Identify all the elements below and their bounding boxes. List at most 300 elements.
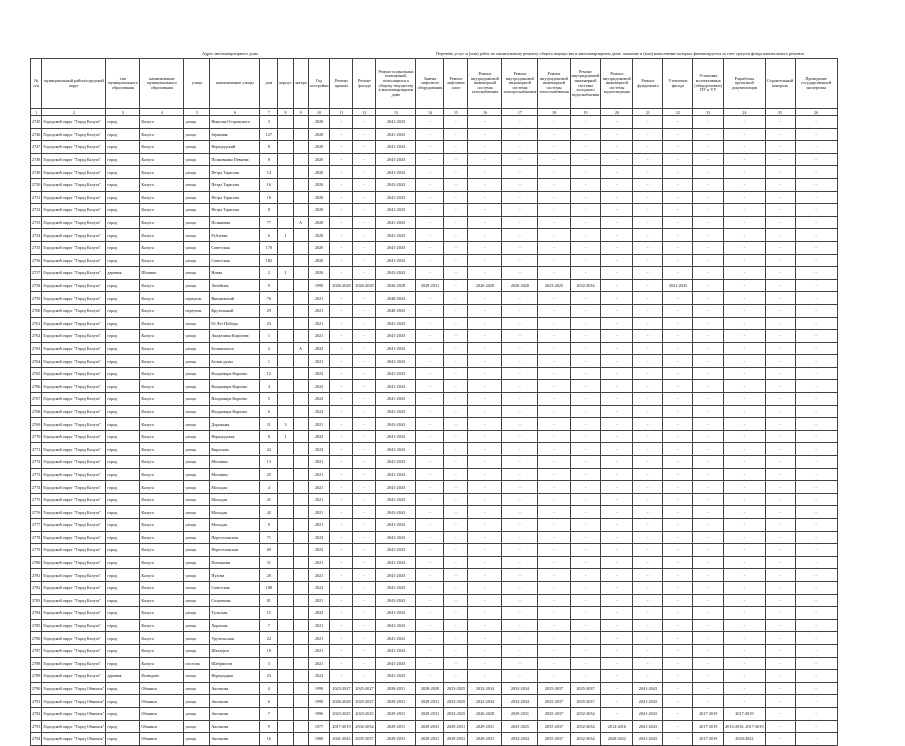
cell-c22: - [663, 594, 693, 607]
cell-c13: 2041-2043 [376, 581, 416, 594]
cell-litera [293, 166, 308, 179]
cell-korpus [278, 607, 293, 620]
cell-settlement-type: город [106, 204, 140, 217]
cell-korpus [278, 443, 293, 456]
cell-c17: - [502, 304, 538, 317]
cell-c18: - [538, 632, 570, 645]
cell-c18: 2035-2037 [538, 733, 570, 746]
cell-facade: - [353, 229, 376, 242]
cell-c17: - [502, 657, 538, 670]
cell-c14: - [416, 342, 444, 355]
cell-c26: - [795, 355, 837, 368]
cell-c16: - [468, 569, 502, 582]
cell-c22: - [663, 632, 693, 645]
cell-c23: - [693, 682, 724, 695]
cell-c26: - [795, 229, 837, 242]
cell-settlement-type: город [106, 254, 140, 267]
cell-roof: - [330, 393, 353, 406]
cell-c23: - [693, 267, 724, 280]
cell-c14: 2029-2031 [416, 695, 444, 708]
cell-c18: - [538, 128, 570, 141]
cell-c21: - [633, 153, 663, 166]
cell-c22: - [663, 178, 693, 191]
cell-street-type: улица [184, 216, 210, 229]
header-c13: Ремонт подвальных помещений, относящихся к общему имуществу в многоквартирном доме [376, 59, 416, 109]
cell-settlement-type: город [106, 128, 140, 141]
cell-settlement-name: Калуга [140, 481, 184, 494]
cell-c24: - [724, 141, 765, 154]
cell-c26: - [795, 267, 837, 280]
cell-facade: 2025-2027 [353, 695, 376, 708]
header-year: Год постройки [308, 59, 330, 109]
cell-c16: - [468, 619, 502, 632]
cell-house: 76 [260, 292, 278, 305]
cell-c18: - [538, 644, 570, 657]
cell-c26: - [795, 556, 837, 569]
cell-c16: - [468, 330, 502, 343]
cell-c21: - [633, 279, 663, 292]
cell-c17: - [502, 241, 538, 254]
table-row [31, 720, 838, 733]
cell-c19: - [570, 657, 601, 670]
cell-c17: - [502, 292, 538, 305]
cell-municipality: Городской округ "Город Калуга" [42, 116, 106, 129]
cell-house: 23 [260, 670, 278, 683]
cell-c21: - [633, 607, 663, 620]
cell-c21: - [633, 405, 663, 418]
table-row [31, 317, 838, 330]
cell-c14: - [416, 581, 444, 594]
header-c24: Разработка проектной документации [724, 59, 765, 109]
cell-settlement-type: город [106, 292, 140, 305]
header-street-name: наименование улицы [210, 59, 260, 109]
cell-municipality: Городской округ "Город Калуга" [42, 204, 106, 217]
cell-c17: - [502, 405, 538, 418]
cell-c15: - [444, 128, 468, 141]
cell-no: 2785 [31, 619, 42, 632]
cell-c23: - [693, 619, 724, 632]
cell-street-type: улица [184, 317, 210, 330]
cell-facade: - [353, 519, 376, 532]
cell-municipality: Городской округ "Город Калуга" [42, 670, 106, 683]
cell-no: 2754 [31, 229, 42, 242]
cell-c14: - [416, 330, 444, 343]
cell-house: 1 [260, 355, 278, 368]
cell-c14: - [416, 556, 444, 569]
cell-street-type: улица [184, 720, 210, 733]
cell-settlement-type: город [106, 191, 140, 204]
cell-settlement-name: Калуга [140, 355, 184, 368]
cell-no: 2774 [31, 481, 42, 494]
cell-street-type: переулок [184, 304, 210, 317]
cell-settlement-name: Калуга [140, 166, 184, 179]
cell-c23: - [693, 116, 724, 129]
cell-municipality: Городской округ "Город Калуга" [42, 267, 106, 280]
cell-roof: - [330, 254, 353, 267]
table-row [31, 707, 838, 720]
cell-c21: - [633, 644, 663, 657]
cell-house: 42 [260, 506, 278, 519]
cell-c13: 2041-2043 [376, 418, 416, 431]
cell-no: 2751 [31, 191, 42, 204]
table-row [31, 229, 838, 242]
cell-c25: - [765, 141, 795, 154]
cell-c18: 2023-2025 [538, 279, 570, 292]
cell-c18: - [538, 355, 570, 368]
cell-year: 2021 [308, 657, 330, 670]
cell-street-name: Неркундная [210, 670, 260, 683]
cell-no: 2757 [31, 267, 42, 280]
cell-house: 22 [260, 443, 278, 456]
cell-c22: - [663, 241, 693, 254]
cell-c14: - [416, 506, 444, 519]
cell-house: 6 [260, 695, 278, 708]
cell-settlement-name: Калуга [140, 556, 184, 569]
cell-municipality: Городской округ "Город Калуга" [42, 141, 106, 154]
cell-settlement-name: Калуга [140, 632, 184, 645]
header-c20: Ремонт внутридомовой инженерной системы водоотведения [601, 59, 633, 109]
cell-c21: - [633, 443, 663, 456]
cell-street-name: Хорошая [210, 619, 260, 632]
cell-litera [293, 292, 308, 305]
cell-roof: - [330, 519, 353, 532]
column-number: 21 [633, 109, 663, 116]
cell-c13: 2041-2043 [376, 355, 416, 368]
cell-settlement-type: город [106, 720, 140, 733]
cell-street-type: улица [184, 166, 210, 179]
cell-c18: - [538, 116, 570, 129]
cell-c23: - [693, 670, 724, 683]
cell-street-name: Петра Тарасова [210, 191, 260, 204]
cell-year: 1999 [308, 279, 330, 292]
cell-c23: 2017-2019 [693, 707, 724, 720]
column-number: 8 [278, 109, 293, 116]
cell-street-name: Зерновая [210, 128, 260, 141]
cell-c24: - [724, 204, 765, 217]
cell-settlement-type: город [106, 443, 140, 456]
column-number: 18 [538, 109, 570, 116]
cell-settlement-name: Калуга [140, 607, 184, 620]
cell-c25: - [765, 720, 795, 733]
cell-c21: - [633, 393, 663, 406]
cell-year: 2021 [308, 468, 330, 481]
cell-c23: - [693, 531, 724, 544]
cell-no: 2781 [31, 569, 42, 582]
header-c19: Ремонт внутридомовой инженерной системы холодного водоснабжения [570, 59, 601, 109]
cell-c16: - [468, 380, 502, 393]
cell-litera [293, 367, 308, 380]
cell-roof: - [330, 644, 353, 657]
cell-c15: - [444, 153, 468, 166]
cell-c19: - [570, 581, 601, 594]
column-number: 4 [140, 109, 184, 116]
cell-korpus [278, 594, 293, 607]
cell-c15: 2029-2031 [444, 720, 468, 733]
cell-korpus [278, 367, 293, 380]
cell-c22: - [663, 607, 693, 620]
table-row [31, 456, 838, 469]
cell-street-name: Молодая [210, 481, 260, 494]
header-street-type: улица [184, 59, 210, 109]
cell-c24: - [724, 166, 765, 179]
cell-year: 2021 [308, 456, 330, 469]
cell-c20: - [601, 178, 633, 191]
cell-c21: - [633, 531, 663, 544]
cell-house: 7 [260, 707, 278, 720]
cell-c25: - [765, 229, 795, 242]
cell-c21: - [633, 216, 663, 229]
cell-c26: - [795, 607, 837, 620]
cell-c18: 2035-2037 [538, 695, 570, 708]
cell-korpus [278, 141, 293, 154]
cell-c25: - [765, 682, 795, 695]
cell-c25: - [765, 241, 795, 254]
cell-street-type: улица [184, 418, 210, 431]
cell-year: 2021 [308, 594, 330, 607]
cell-c24: - [724, 342, 765, 355]
cell-c13: 2040-2043 [376, 292, 416, 305]
cell-c17: - [502, 531, 538, 544]
cell-street-name: Плеханова [210, 556, 260, 569]
cell-no: 2777 [31, 519, 42, 532]
cell-year: 2021 [308, 304, 330, 317]
cell-roof: - [330, 241, 353, 254]
cell-year: 2022 [308, 430, 330, 443]
cell-c19: 2035-2037 [570, 682, 601, 695]
cell-c21: - [633, 317, 663, 330]
table-row [31, 682, 838, 695]
cell-municipality: Городской округ "Город Калуга" [42, 292, 106, 305]
cell-municipality: Городской округ "Город Калуга" [42, 128, 106, 141]
cell-c24: - [724, 657, 765, 670]
cell-c24: - [724, 304, 765, 317]
table-row [31, 304, 838, 317]
table-row [31, 556, 838, 569]
column-number: 20 [601, 109, 633, 116]
cell-c25: - [765, 670, 795, 683]
cell-house: 4 [260, 380, 278, 393]
cell-c13: 2041-2043 [376, 128, 416, 141]
cell-settlement-type: город [106, 481, 140, 494]
cell-c20: - [601, 204, 633, 217]
cell-facade: - [353, 405, 376, 418]
cell-c16: - [468, 204, 502, 217]
cell-facade: - [353, 116, 376, 129]
cell-municipality: Городской округ "Город Калуга" [42, 531, 106, 544]
cell-c13: 2029-2031 [376, 720, 416, 733]
cell-c23: - [693, 632, 724, 645]
cell-c16: - [468, 393, 502, 406]
cell-c26: - [795, 594, 837, 607]
cell-c19: 2032-2034 [570, 733, 601, 746]
cell-year: 2020 [308, 116, 330, 129]
cell-korpus [278, 695, 293, 708]
cell-c17: 2032-2034 [502, 733, 538, 746]
cell-house: 4 [260, 682, 278, 695]
cell-settlement-name: Обнинск [140, 733, 184, 746]
cell-c15: - [444, 330, 468, 343]
cell-no: 2792 [31, 707, 42, 720]
cell-c16: - [468, 493, 502, 506]
cell-street-name: Владимира Короева [210, 405, 260, 418]
cell-settlement-name: Калуга [140, 506, 184, 519]
cell-c14: - [416, 317, 444, 330]
cell-c21: - [633, 267, 663, 280]
cell-settlement-name: Калуга [140, 292, 184, 305]
table-row [31, 141, 838, 154]
cell-c19: - [570, 405, 601, 418]
header-settlement-name: наименование муниципального образования [140, 59, 184, 109]
cell-c20: - [601, 619, 633, 632]
cell-street-name: Шахтерск [210, 644, 260, 657]
cell-municipality: Городской округ "Город Калуга" [42, 481, 106, 494]
cell-facade: - [353, 506, 376, 519]
cell-settlement-name: Калуга [140, 229, 184, 242]
cell-municipality: Городской округ "Город Калуга" [42, 544, 106, 557]
cell-house: 3 [260, 116, 278, 129]
cell-roof: - [330, 531, 353, 544]
cell-facade: - [353, 632, 376, 645]
cell-c18: - [538, 456, 570, 469]
header-no: № п/п [31, 59, 42, 109]
cell-facade: - [353, 330, 376, 343]
cell-c15: - [444, 581, 468, 594]
cell-c19: 2035-2037 [570, 695, 601, 708]
cell-c22: - [663, 153, 693, 166]
cell-c23: - [693, 405, 724, 418]
cell-c22: - [663, 317, 693, 330]
cell-c25: - [765, 380, 795, 393]
cell-c18: 2035-2037 [538, 682, 570, 695]
cell-litera [293, 330, 308, 343]
cell-c23: - [693, 418, 724, 431]
cell-korpus [278, 216, 293, 229]
cell-c22: - [663, 443, 693, 456]
cell-c23: - [693, 216, 724, 229]
cell-c13: 2041-2043 [376, 229, 416, 242]
cell-house: 14 [260, 166, 278, 179]
cell-c17: - [502, 569, 538, 582]
cell-street-name: Аксенова [210, 682, 260, 695]
cell-settlement-name: Калуга [140, 456, 184, 469]
cell-year: 2022 [308, 405, 330, 418]
cell-street-name: Молодая [210, 506, 260, 519]
cell-settlement-type: город [106, 644, 140, 657]
cell-c24: - [724, 380, 765, 393]
cell-c20: - [601, 644, 633, 657]
cell-c16: - [468, 153, 502, 166]
cell-facade: 2035-2037 [353, 733, 376, 746]
cell-roof: - [330, 380, 353, 393]
cell-c24: - [724, 695, 765, 708]
cell-settlement-name: Обнинск [140, 682, 184, 695]
cell-korpus [278, 355, 293, 368]
cell-c15: - [444, 241, 468, 254]
header-c15: Ремонт лифтовых шахт [444, 59, 468, 109]
table-row [31, 380, 838, 393]
cell-c25: - [765, 292, 795, 305]
cell-c26: - [795, 380, 837, 393]
table-row [31, 430, 838, 443]
cell-year: 2022 [308, 670, 330, 683]
cell-c15: - [444, 178, 468, 191]
cell-c14: - [416, 254, 444, 267]
cell-settlement-type: деревня [106, 267, 140, 280]
cell-korpus: 1 [278, 229, 293, 242]
cell-c18: - [538, 519, 570, 532]
cell-year: 2020 [308, 166, 330, 179]
cell-c18: - [538, 367, 570, 380]
cell-korpus [278, 707, 293, 720]
cell-municipality: Городской округ "Город Калуга" [42, 367, 106, 380]
cell-roof: - [330, 619, 353, 632]
cell-c22: - [663, 720, 693, 733]
cell-c19: - [570, 304, 601, 317]
cell-municipality: Городской округ "Город Калуга" [42, 569, 106, 582]
cell-c19: - [570, 267, 601, 280]
cell-facade: - [353, 241, 376, 254]
cell-c13: 2029-2031 [376, 695, 416, 708]
cell-c22: - [663, 707, 693, 720]
cell-roof: - [330, 670, 353, 683]
cell-c26: - [795, 317, 837, 330]
cell-c20: - [601, 342, 633, 355]
cell-litera [293, 116, 308, 129]
cell-c16: - [468, 481, 502, 494]
cell-c21: - [633, 619, 663, 632]
cell-c25: - [765, 430, 795, 443]
cell-c26: - [795, 254, 837, 267]
cell-no: 2768 [31, 405, 42, 418]
cell-c13: 2041-2043 [376, 166, 416, 179]
cell-c23: - [693, 456, 724, 469]
cell-c26: - [795, 531, 837, 544]
table-row [31, 418, 838, 431]
cell-c22: - [663, 418, 693, 431]
cell-house: 188 [260, 581, 278, 594]
column-number: 14 [416, 109, 444, 116]
cell-settlement-type: город [106, 355, 140, 368]
cell-c24: 2020-2022 [724, 733, 765, 746]
cell-street-type: улица [184, 241, 210, 254]
cell-c13: 2041-2043 [376, 607, 416, 620]
cell-c18: - [538, 292, 570, 305]
cell-year: 1996 [308, 707, 330, 720]
cell-street-type: улица [184, 254, 210, 267]
cell-c15: - [444, 519, 468, 532]
cell-litera [293, 229, 308, 242]
cell-house: 170 [260, 241, 278, 254]
cell-c19: - [570, 342, 601, 355]
cell-municipality: Городской округ "Город Калуга" [42, 166, 106, 179]
cell-korpus [278, 519, 293, 532]
cell-c22: - [663, 519, 693, 532]
cell-municipality: Городской округ "Город Калуга" [42, 191, 106, 204]
cell-c14: - [416, 468, 444, 481]
cell-c16: - [468, 430, 502, 443]
cell-house: 182 [260, 254, 278, 267]
cell-c23: - [693, 330, 724, 343]
cell-house: 16 [260, 733, 278, 746]
cell-c18: - [538, 153, 570, 166]
cell-c24: - [724, 670, 765, 683]
cell-facade: - [353, 342, 376, 355]
cell-house: 6 [260, 229, 278, 242]
cell-c22: - [663, 695, 693, 708]
cell-c26: - [795, 141, 837, 154]
cell-c15: - [444, 141, 468, 154]
cell-c19: - [570, 519, 601, 532]
